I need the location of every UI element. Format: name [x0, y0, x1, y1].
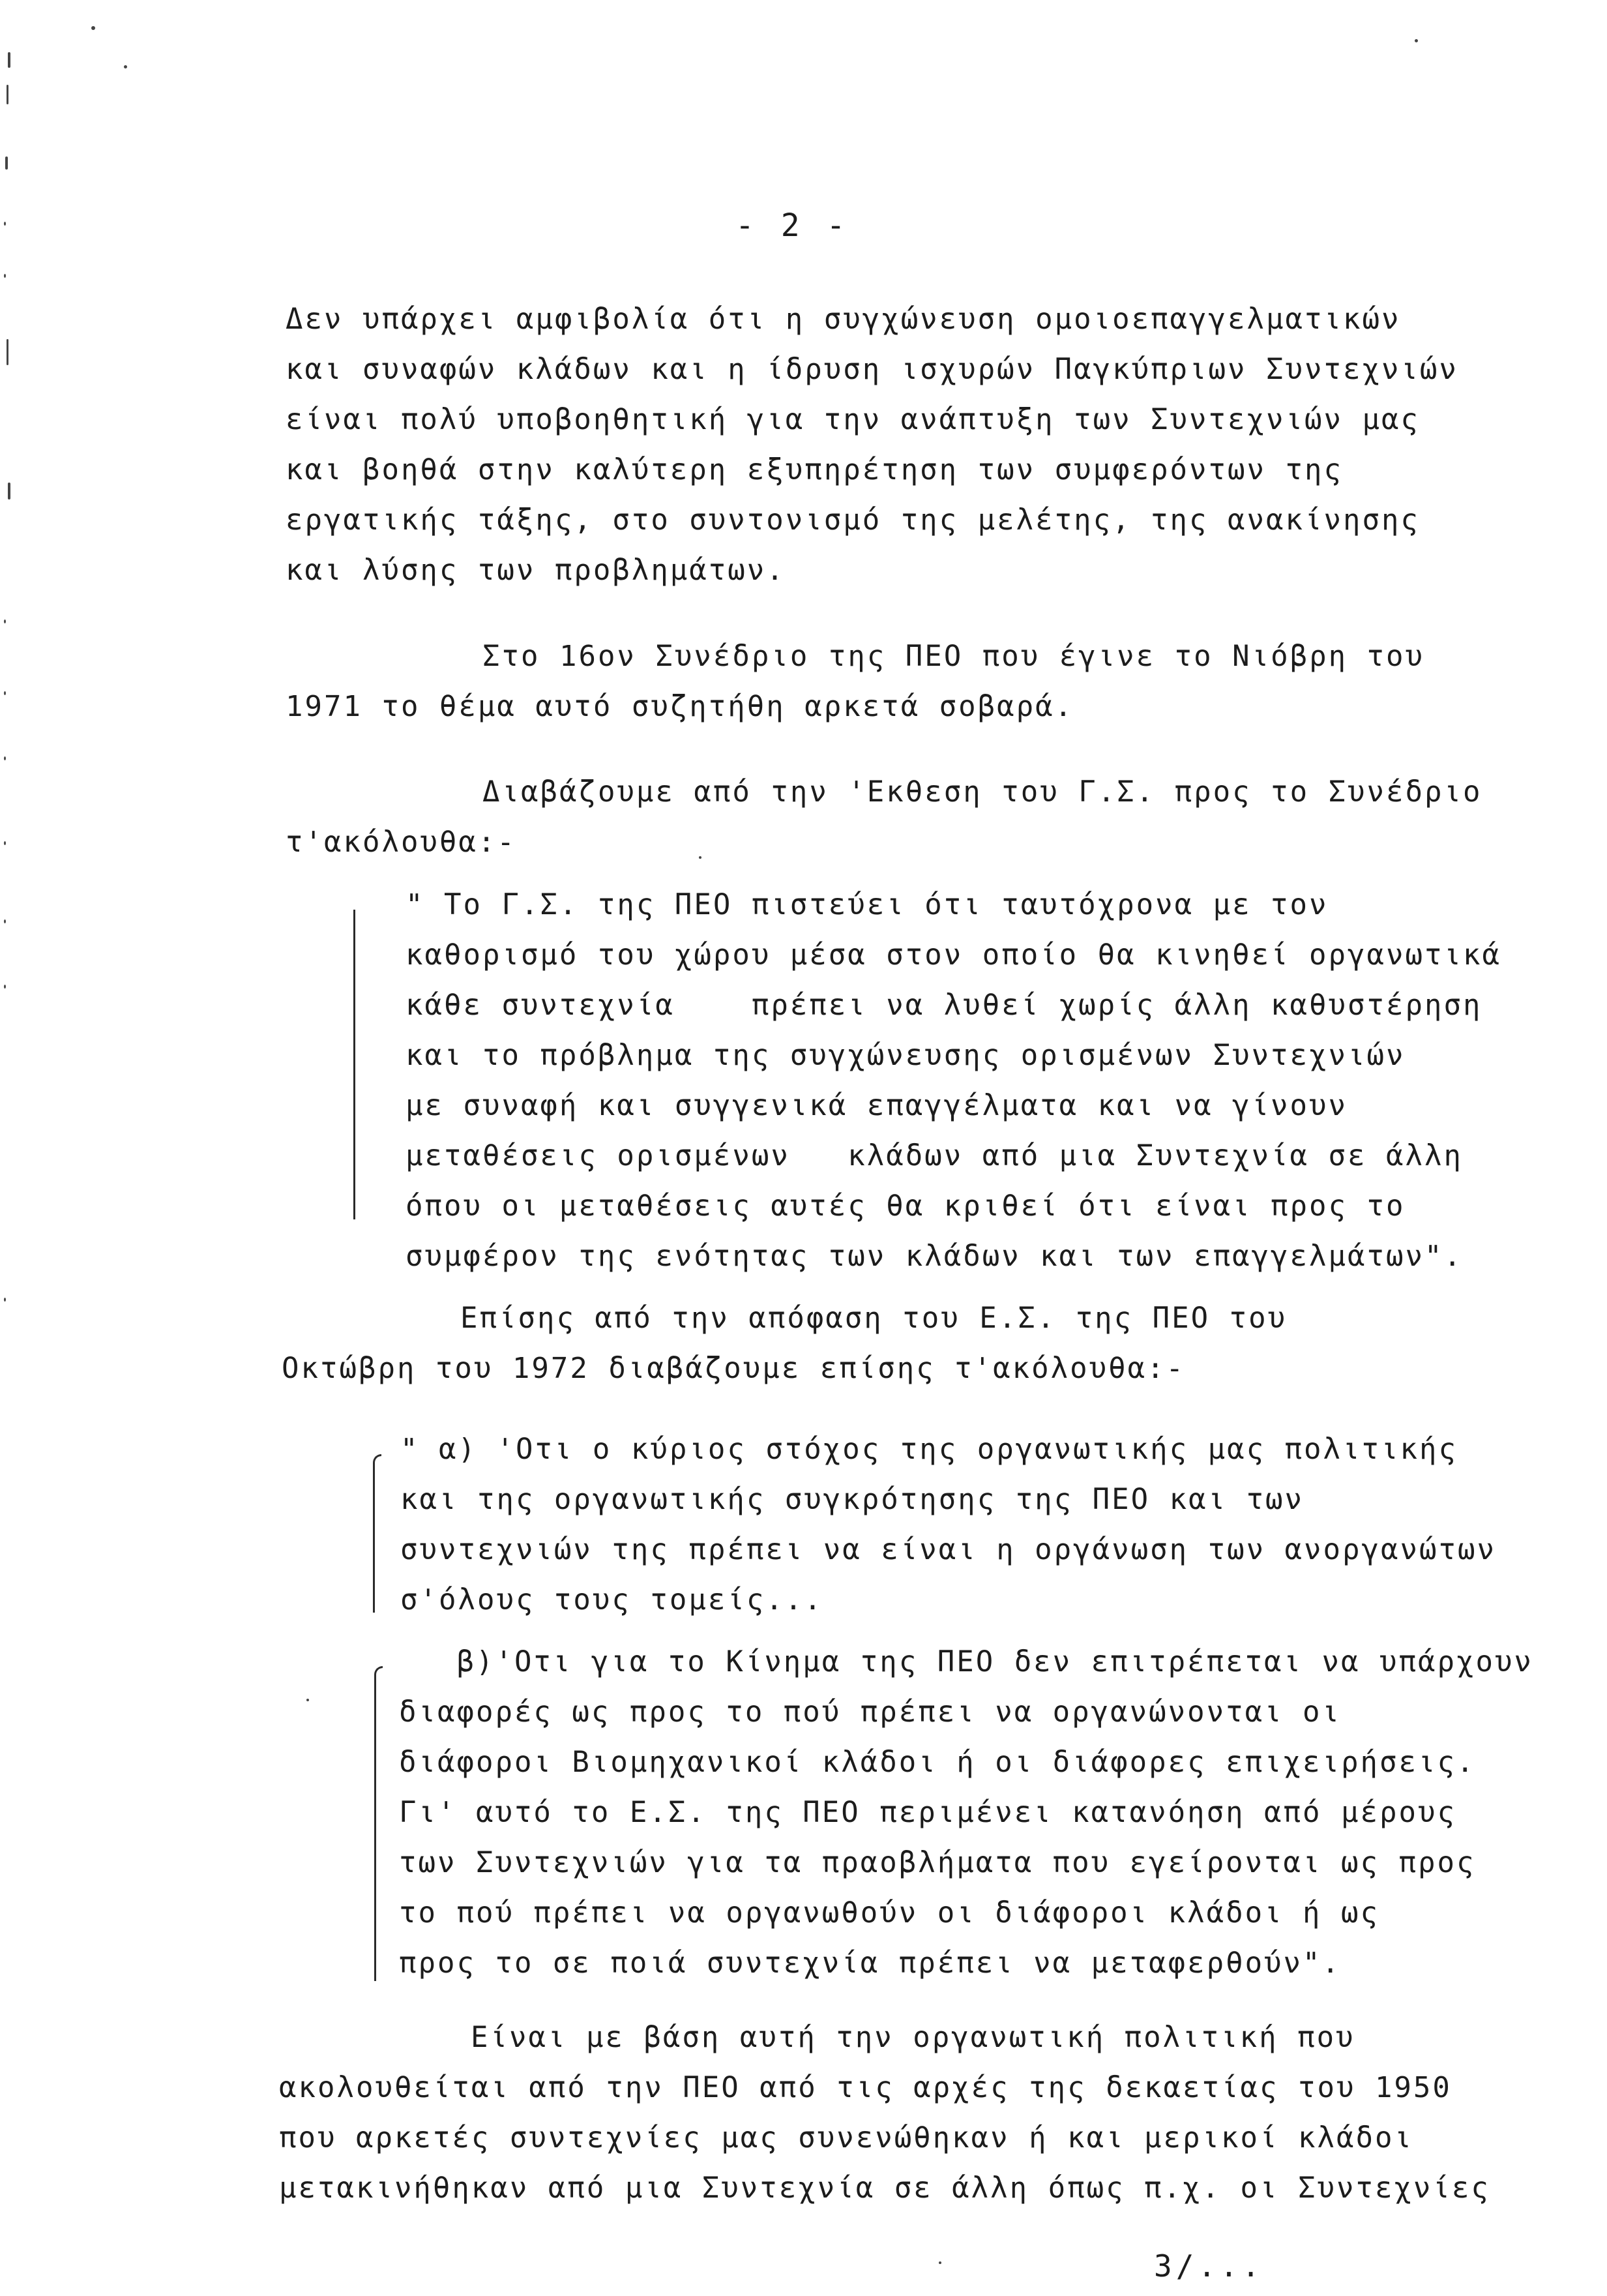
- quote-line: καθορισμό του χώρου μέσα στον οποίο θα κινηθεί οργανωτικά: [405, 938, 1501, 972]
- quote-line: σ'όλους τους τομείς...: [400, 1583, 823, 1617]
- paragraph-line: εργατικής τάξης, στο συντονισμό της μελέτης, της ανακίνησης: [286, 503, 1420, 537]
- scan-speck: [4, 1298, 6, 1302]
- quote-line: " α) 'Οτι ο κύριος στόχος της οργανωτικής μας πολιτικής: [400, 1433, 1458, 1466]
- paragraph-line: Δεν υπάρχει αμφιβολία ότι η συγχώνευση ομοιοεπαγγελματικών: [286, 303, 1401, 336]
- paragraph-line: 1971 το θέμα αυτό συζητήθη αρκετά σοβαρά.: [286, 690, 1074, 723]
- scan-speck: [939, 2261, 941, 2264]
- paragraph-line: Στο 16ον Συνέδριο της ΠΕΟ που έγινε το Νιόβρη του: [482, 640, 1425, 673]
- quote-line: β)'Οτι για το Κίνημα της ΠΕΟ δεν επιτρέπεται να υπάρχουν: [399, 1645, 1533, 1678]
- quote-margin-line: [374, 1666, 383, 1981]
- scan-speck: [4, 841, 6, 845]
- quote-line: όπου οι μεταθέσεις αυτές θα κριθεί ότι είναι προς το: [405, 1189, 1406, 1223]
- scan-speck: [8, 483, 10, 499]
- scan-speck: [7, 85, 8, 104]
- scan-speck: [4, 985, 6, 989]
- paragraph-line: και συναφών κλάδων και η ίδρυση ισχυρών Παγκύπριων Συντεχνιών: [286, 353, 1458, 386]
- quote-margin-line: [373, 1454, 381, 1613]
- scan-speck: [4, 274, 6, 278]
- quote-line: μεταθέσεις ορισμένων κλάδων από μια Συντεχνία σε άλλη: [405, 1139, 1463, 1172]
- scan-speck: [4, 619, 6, 623]
- paragraph-line: Οκτώβρη του 1972 διαβάζουμε επίσης τ'ακόλουθα:-: [282, 1352, 1186, 1385]
- continuation-marker: 3/...: [1154, 2248, 1264, 2284]
- quote-line: των Συντεχνιών για τα πραοβλήματα που εγείρονται ως προς: [399, 1846, 1476, 1879]
- quote-line: και της οργανωτικής συγκρότησης της ΠΕΟ και των: [400, 1483, 1305, 1516]
- paragraph-line: μετακινήθηκαν από μια Συντεχνία σε άλλη όπως π.χ. οι Συντεχνίες: [279, 2171, 1490, 2205]
- quote-line: διάφοροι Βιομηχανικοί κλάδοι ή οι διάφορες επιχειρήσεις.: [399, 1746, 1476, 1779]
- quote-line: και το πρόβλημα της συγχώνευσης ορισμένων Συντεχνιών: [405, 1039, 1406, 1072]
- paragraph-line: Είναι με βάση αυτή την οργανωτική πολιτική που: [471, 2021, 1355, 2054]
- paragraph-line: Διαβάζουμε από την 'Εκθεση του Γ.Σ. προς το Συνέδριο: [482, 775, 1482, 809]
- quote-line: συμφέρον της ενότητας των κλάδων και των επαγγελμάτων".: [405, 1240, 1463, 1273]
- quote-line: προς το σε ποιά συντεχνία πρέπει να μεταφερθούν".: [399, 1946, 1342, 1980]
- paragraph-line: ακολουθείται από την ΠΕΟ από τις αρχές της δεκαετίας του 1950: [279, 2071, 1452, 2104]
- page-number: - 2 -: [735, 207, 849, 244]
- quote-line: κάθε συντεχνία πρέπει να λυθεί χωρίς άλλη καθυστέρηση: [405, 989, 1482, 1022]
- scan-speck: [91, 26, 95, 30]
- quote-line: το πού πρέπει να οργανωθούν οι διάφοροι κλάδοι ή ως: [399, 1896, 1380, 1930]
- paragraph-line: και λύσης των προβλημάτων.: [286, 554, 786, 587]
- paragraph-line: τ'ακόλουθα:-: [286, 826, 516, 859]
- scan-speck: [306, 1699, 309, 1701]
- scan-speck: [4, 691, 6, 695]
- scan-speck: [8, 52, 10, 68]
- scan-speck: [1415, 39, 1418, 42]
- paragraph-line: που αρκετές συντεχνίες μας συνενώθηκαν ή και μερικοί κλάδοι: [279, 2121, 1413, 2154]
- paragraph-line: και βοηθά στην καλύτερη εξυπηρέτηση των συμφερόντων της: [286, 453, 1343, 486]
- paragraph-line: Επίσης από την απόφαση του Ε.Σ. της ΠΕΟ του: [460, 1302, 1288, 1335]
- quote-line: Γι' αυτό το Ε.Σ. της ΠΕΟ περιμένει κατανόηση από μέρους: [399, 1796, 1456, 1829]
- scan-speck: [5, 157, 8, 170]
- scan-speck: [699, 856, 701, 859]
- quote-line: " Το Γ.Σ. της ΠΕΟ πιστεύει ότι ταυτόχρονα με τον: [405, 888, 1329, 921]
- scan-speck: [7, 339, 8, 365]
- paragraph-line: είναι πολύ υποβοηθητική για την ανάπτυξη των Συντεχνιών μας: [286, 403, 1420, 436]
- scan-speck: [4, 222, 6, 226]
- quote-line: συντεχνιών της πρέπει να είναι η οργάνωση των ανοργανώτων: [400, 1533, 1496, 1566]
- quote-line: με συναφή και συγγενικά επαγγέλματα και να γίνουν: [405, 1089, 1348, 1122]
- scan-speck: [124, 65, 127, 68]
- scan-speck: [4, 919, 6, 923]
- scan-speck: [4, 756, 6, 760]
- quote-margin-line: [353, 910, 355, 1219]
- quote-line: διαφορές ως προς το πού πρέπει να οργανώνονται οι: [399, 1695, 1342, 1729]
